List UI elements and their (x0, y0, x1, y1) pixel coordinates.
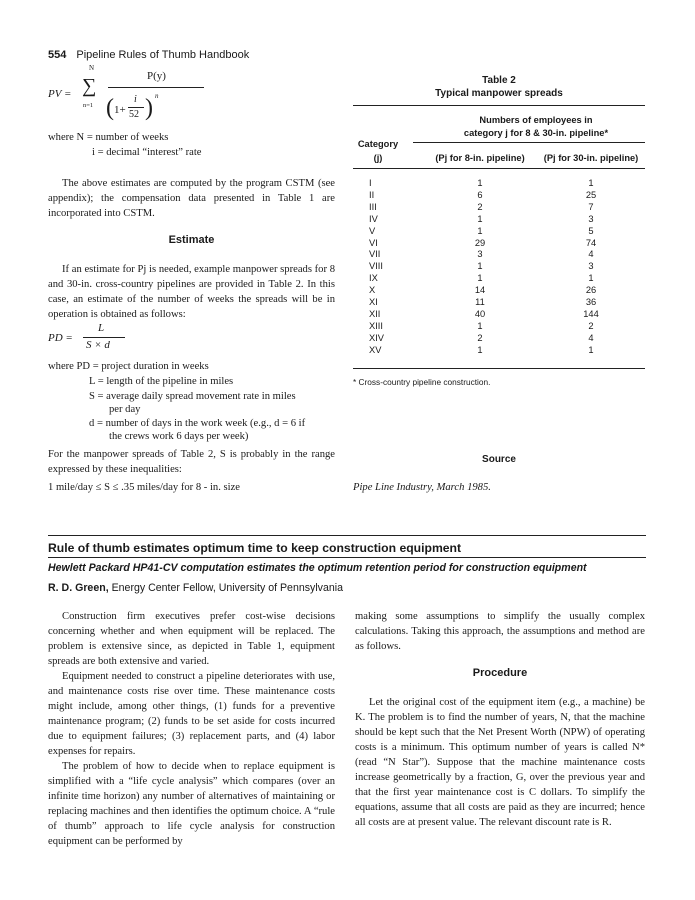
table-cell-8in: 2 (477, 332, 483, 343)
where-n: where N = number of weeks (48, 132, 169, 143)
sum-lower: n=1 (83, 102, 94, 109)
table-cell-category: XV (369, 344, 382, 355)
col-8in: (Pj for 8-in. pipeline) (435, 153, 525, 163)
table-cell-8in: 1 (477, 225, 483, 236)
table-cell-30in: 4 (588, 332, 594, 343)
table-cell-30in: 1 (588, 178, 594, 188)
table-cell-8in: 1 (477, 344, 483, 355)
table-cell-category: IX (369, 273, 378, 284)
table-2 (353, 74, 645, 493)
table-footnote: * Cross-country pipeline construction. (353, 377, 491, 387)
fraction-bar (108, 87, 204, 88)
table-cell-category: V (369, 225, 376, 236)
table-cell-8in: 6 (477, 189, 483, 200)
table-cell-30in: 144 (583, 308, 599, 319)
table-cell-category: VIII (369, 261, 383, 272)
table-cell-30in: 26 (585, 285, 597, 296)
table-cell-category: VII (369, 249, 381, 260)
pd-denominator: S × d (86, 339, 110, 351)
paragraph-procedure: Let the original cost of the equipment item (e.g., a machine) be K. The problem is to find the number of years, N, that the machine should be kept such that the Net Present Worth (NPW) of operating costs is a minimum. This optimum number of years is called N* (read “N Star”). Suppose that the machine maintenance costs increase geometrically by a fraction, G, over the previous year and that the first year maintenance cost is C dollars. To simplify the equations, assume that all costs are paid as they are incurred; hence all costs are at present value. The relevant discount rate is R. (355, 697, 645, 828)
exponent: n (155, 92, 159, 100)
paragraph-life-cycle: The problem of how to decide when to replace equipment is simplified with a “life cycle analysis” which compares (over an infinite time horizon) any number of alternatives of maintaining or replacing machines and then identifies the optimum choice. A “rule of thumb” approach to life cycle analysis for construction equipment can be performed by (48, 761, 335, 847)
inner-numerator: i (134, 94, 137, 105)
author-affiliation: Energy Center Fellow, University of Pennsylvania (111, 582, 343, 594)
pd-formula (48, 322, 168, 358)
table-cell-30in: 1 (588, 273, 594, 284)
table-cell-8in: 1 (477, 178, 483, 188)
article-subtitle: Hewlett Packard HP41-CV computation estimates the optimum retention period for construction equipment (48, 562, 587, 574)
left-paren: ( (106, 95, 114, 121)
pd-numerator: L (98, 322, 105, 334)
table-label: Table 2 (482, 75, 516, 86)
header-bottom-rule (353, 168, 645, 169)
group-header-2: category j for 8 & 30-in. pipeline* (463, 128, 609, 138)
table-cell-8in: 11 (475, 297, 485, 307)
table-cell-30in: 36 (585, 297, 597, 307)
group-header-1: Numbers of employees in (479, 115, 593, 125)
def-pd: where PD = project duration in weeks (48, 361, 209, 372)
pd-fraction-bar (83, 337, 125, 338)
table-cell-category: I (369, 178, 372, 188)
table-cell-8in: 1 (477, 273, 483, 284)
table-cell-8in: 2 (477, 201, 483, 212)
table-cell-30in: 7 (588, 201, 594, 212)
pv-formula (48, 62, 248, 130)
article-title: Rule of thumb estimates optimum time to keep construction equipment (48, 541, 462, 555)
def-l: L = length of the pipeline in miles (89, 376, 234, 387)
def-s-cont: per day (109, 404, 141, 415)
source-text: Pipe Line Industry, March 1985. (353, 482, 491, 493)
article-left-column (48, 609, 335, 849)
title-rule (48, 557, 646, 558)
table-bottom-rule (353, 368, 645, 369)
table-cell-8in: 3 (477, 249, 483, 260)
table-cell-category: XI (369, 297, 378, 307)
def-s: S = average daily spread movement rate in miles (89, 391, 296, 402)
table-title: Typical manpower spreads (435, 88, 563, 99)
table-cell-30in: 2 (588, 320, 594, 331)
paragraph-range: For the manpower spreads of Table 2, S is probably in the range expressed by these inequalities: (48, 449, 335, 475)
table-cell-category: X (369, 285, 376, 296)
table-cell-30in: 4 (588, 249, 594, 260)
def-d: d = number of days in the work week (e.g., d = 6 if (89, 418, 306, 429)
article-top-rule (48, 535, 646, 536)
procedure-heading: Procedure (472, 667, 528, 679)
def-d-cont: the crews work 6 days per week) (109, 431, 249, 442)
table-cell-8in: 1 (477, 213, 483, 224)
inner-fraction-bar (128, 107, 144, 108)
estimate-heading: Estimate (168, 234, 215, 246)
sigma-symbol: ∑ (82, 75, 97, 97)
article-author (48, 582, 343, 594)
col-category-1: Category (357, 139, 399, 149)
table-cell-category: XII (369, 308, 381, 319)
table-cell-30in: 3 (588, 213, 594, 224)
author-name: R. D. Green, (48, 582, 109, 594)
right-paren: ) (145, 95, 153, 121)
table-cell-category: IV (369, 213, 378, 224)
table-cell-category: XIV (369, 332, 384, 343)
group-rule (413, 142, 645, 143)
inequality: 1 mile/day ≤ S ≤ .35 miles/day for 8 - in. size (48, 482, 240, 493)
paragraph-estimate: If an estimate for Pj is needed, example manpower spreads for 8 and 30-in. cross-country pipelines are provided in Table 2. In this case, an estimate of the number of weeks the spreads will be in operation is obtained as follows: (48, 264, 335, 320)
inner-one: 1+ (114, 104, 126, 116)
table-cell-30in: 5 (588, 225, 594, 236)
table-cell-category: VI (369, 237, 378, 248)
paragraph-intro: Construction firm executives prefer cost-wise decisions concerning whether and when equipment will be replaced. The problem is extensive since, as depicted in Table 1, equipment spreads are both extensive and varied. (48, 611, 335, 667)
col-30in: (Pj for 30-in. pipeline) (543, 153, 639, 163)
table-cell-category: II (369, 189, 375, 200)
inner-denominator: 52 (129, 109, 139, 120)
page-number: 554 (48, 49, 67, 61)
table-cell-8in: 1 (477, 261, 483, 272)
table-cell-category: III (369, 201, 377, 212)
table-cell-8in: 14 (474, 285, 486, 296)
table-cell-30in: 25 (585, 189, 597, 200)
paragraph-maintenance: Equipment needed to construct a pipeline deteriorates with use, and maintenance costs rise over time. These maintenance costs might include, among other things, (1) funds for a preventive maintenance program; (2) funds to be set aside for costs incurred due to equipment failures; (3) replacement parts, and (4) labor expenses for repairs. (48, 671, 335, 757)
article-right-column (355, 609, 645, 830)
table-cell-8in: 29 (474, 237, 486, 248)
source-heading: Source (482, 454, 516, 465)
table-cell-category: XIII (369, 320, 383, 331)
paragraph-cstm: The above estimates are computed by the program CSTM (see appendix); the compensation data presented in Table 1 are incorporated into CSTM. (48, 178, 335, 219)
table-cell-8in: 1 (477, 320, 483, 331)
book-title: Pipeline Rules of Thumb Handbook (76, 49, 250, 61)
pv-numerator: P(y) (147, 70, 166, 82)
running-header (48, 49, 249, 61)
table-cell-8in: 40 (474, 308, 486, 319)
table-caption (353, 74, 645, 100)
pv-lhs: PV = (48, 88, 72, 100)
table-cell-30in: 74 (585, 237, 597, 248)
col-category-2: (j) (373, 153, 383, 163)
paragraph-assumptions: making some assumptions to simplify the usually complex calculations. Taking this approach, the assumptions and method are as follows. (355, 611, 645, 652)
table-cell-30in: 1 (588, 344, 594, 355)
table-cell-30in: 3 (588, 261, 594, 272)
where-i: i = decimal “interest” rate (92, 147, 202, 158)
sum-upper: N (89, 64, 95, 72)
pd-lhs: PD = (48, 332, 73, 344)
table-top-rule (353, 105, 645, 106)
